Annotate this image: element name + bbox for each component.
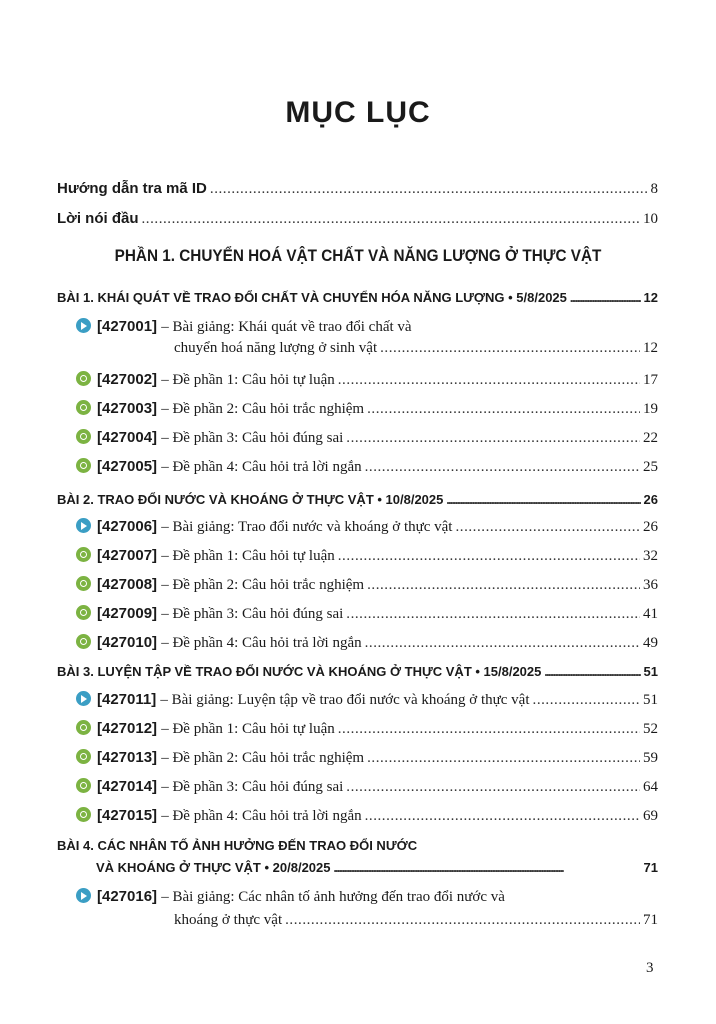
entry-code: [427010] bbox=[97, 634, 158, 651]
lesson-page: 12 bbox=[643, 290, 658, 305]
leader-dots bbox=[367, 750, 640, 767]
entry-code: [427016] bbox=[97, 888, 158, 905]
entry-text: – Đề phần 4: Câu hỏi trả lời ngắn bbox=[161, 459, 362, 475]
toc-entry[interactable] bbox=[76, 545, 658, 565]
toc-page: 8 bbox=[650, 181, 658, 197]
entry-code: [427004] bbox=[97, 429, 158, 446]
lesson-page: 51 bbox=[643, 664, 658, 679]
entry-text: – Đề phần 2: Câu hỏi trắc nghiệm bbox=[161, 750, 365, 766]
exam-icon bbox=[76, 807, 91, 822]
toc-entry[interactable] bbox=[76, 456, 658, 476]
entry-text: khoáng ở thực vật bbox=[174, 912, 283, 928]
entry-page: 12 bbox=[643, 340, 658, 356]
page-number: 3 bbox=[646, 960, 654, 976]
toc-entry[interactable] bbox=[76, 747, 658, 767]
lesson-heading-3[interactable] bbox=[57, 664, 658, 680]
leader-dots bbox=[210, 181, 648, 198]
leader-dots bbox=[142, 211, 641, 228]
leader-dots bbox=[367, 401, 640, 418]
leader-dots bbox=[365, 808, 640, 825]
entry-text: – Đề phần 3: Câu hỏi đúng sai bbox=[161, 430, 344, 446]
entry-code: [427002] bbox=[97, 371, 158, 388]
entry-page: 41 bbox=[643, 606, 658, 622]
toc-row-preface[interactable] bbox=[57, 210, 658, 228]
entry-text: – Bài giảng: Các nhân tố ảnh hưởng đến trao đổi nước và bbox=[161, 889, 505, 905]
video-play-icon bbox=[76, 888, 91, 903]
lesson-title: BÀI 3. LUYỆN TẬP VỀ TRAO ĐỔI NƯỚC VÀ KHOÁNG Ở THỰC VẬT • 15/8/2025 bbox=[57, 664, 542, 679]
entry-page: 19 bbox=[643, 401, 658, 417]
entry-code: [427012] bbox=[97, 720, 158, 737]
entry-page: 17 bbox=[643, 372, 658, 388]
exam-icon bbox=[76, 605, 91, 620]
toc-entry[interactable] bbox=[76, 574, 658, 594]
exam-icon bbox=[76, 634, 91, 649]
entry-code: [427005] bbox=[97, 458, 158, 475]
toc-entry[interactable] bbox=[76, 369, 658, 389]
entry-text: – Đề phần 3: Câu hỏi đúng sai bbox=[161, 606, 344, 622]
entry-page: 69 bbox=[643, 808, 658, 824]
leader-dots bbox=[346, 606, 640, 623]
entry-code: [427014] bbox=[97, 778, 158, 795]
entry-code: [427006] bbox=[97, 518, 158, 535]
entry-text: – Bài giảng: Trao đổi nước và khoáng ở thực vật bbox=[161, 519, 453, 535]
leader-dots bbox=[365, 459, 640, 476]
entry-page: 25 bbox=[643, 459, 658, 475]
exam-icon bbox=[76, 458, 91, 473]
leader-dots bbox=[570, 290, 641, 306]
exam-icon bbox=[76, 720, 91, 735]
entry-text: chuyển hoá năng lượng ở sinh vật bbox=[174, 340, 378, 356]
exam-icon bbox=[76, 576, 91, 591]
entry-text: – Đề phần 4: Câu hỏi trả lời ngắn bbox=[161, 635, 362, 651]
toc-label: Lời nói đầu bbox=[57, 210, 139, 227]
leader-dots bbox=[544, 664, 640, 680]
toc-entry[interactable] bbox=[76, 805, 658, 825]
entry-page: 32 bbox=[643, 548, 658, 564]
part-title: PHẦN 1. CHUYỂN HOÁ VẬT CHẤT VÀ NĂNG LƯỢNG Ở THỰC VẬT bbox=[114, 246, 602, 265]
leader-dots bbox=[346, 430, 640, 447]
entry-code: [427001] bbox=[97, 318, 158, 335]
leader-dots bbox=[338, 372, 640, 389]
entry-code: [427009] bbox=[97, 605, 158, 622]
lesson-heading-4-line2[interactable] bbox=[96, 860, 658, 876]
leader-dots bbox=[446, 492, 640, 508]
entry-page: 26 bbox=[643, 519, 658, 535]
entry-text: – Đề phần 2: Câu hỏi trắc nghiệm bbox=[161, 577, 365, 593]
lesson-title: BÀI 1. KHÁI QUÁT VỀ TRAO ĐỔI CHẤT VÀ CHUYỂN HÓA NĂNG LƯỢNG • 5/8/2025 bbox=[57, 290, 567, 305]
entry-text: – Đề phần 3: Câu hỏi đúng sai bbox=[161, 779, 344, 795]
leader-dots bbox=[365, 635, 640, 652]
entry-text: – Đề phần 1: Câu hỏi tự luận bbox=[161, 372, 335, 388]
page-title: MỤC LỤC bbox=[285, 96, 431, 129]
exam-icon bbox=[76, 371, 91, 386]
leader-dots bbox=[338, 548, 640, 565]
toc-entry[interactable] bbox=[76, 886, 658, 906]
entry-text: – Bài giảng: Khái quát về trao đổi chất và bbox=[161, 319, 412, 335]
entry-code: [427008] bbox=[97, 576, 158, 593]
lesson-heading-4-line1[interactable]: BÀI 4. CÁC NHÂN TỐ ẢNH HƯỞNG ĐẾN TRAO ĐỔI NƯỚC bbox=[57, 838, 418, 853]
leader-dots bbox=[533, 692, 640, 709]
toc-entry[interactable] bbox=[76, 603, 658, 623]
entry-page: 64 bbox=[643, 779, 658, 795]
leader-dots bbox=[380, 340, 640, 357]
leader-dots bbox=[455, 519, 640, 536]
entry-page: 49 bbox=[643, 635, 658, 651]
lesson-page: 71 bbox=[643, 860, 658, 875]
leader-dots bbox=[346, 779, 640, 796]
entry-page: 36 bbox=[643, 577, 658, 593]
toc-entry[interactable] bbox=[76, 632, 658, 652]
toc-label: Hướng dẫn tra mã ID bbox=[57, 180, 207, 197]
entry-text: – Đề phần 4: Câu hỏi trả lời ngắn bbox=[161, 808, 362, 824]
toc-entry[interactable] bbox=[76, 718, 658, 738]
entry-text: – Đề phần 1: Câu hỏi tự luận bbox=[161, 721, 335, 737]
entry-text: – Bài giảng: Luyện tập về trao đổi nước và khoáng ở thực vật bbox=[160, 692, 530, 708]
leader-dots bbox=[285, 912, 640, 929]
toc-entry[interactable] bbox=[76, 427, 658, 447]
exam-icon bbox=[76, 778, 91, 793]
exam-icon bbox=[76, 547, 91, 562]
leader-dots bbox=[367, 577, 640, 594]
entry-code: [427011] bbox=[97, 691, 157, 708]
entry-code: [427003] bbox=[97, 400, 158, 417]
toc-entry-continuation[interactable] bbox=[174, 340, 658, 357]
toc-entry[interactable] bbox=[76, 776, 658, 796]
entry-page: 71 bbox=[643, 912, 658, 928]
entry-code: [427007] bbox=[97, 547, 158, 564]
leader-dots bbox=[338, 721, 640, 738]
toc-entry[interactable] bbox=[76, 689, 658, 709]
leader-dots bbox=[333, 860, 640, 876]
video-play-icon bbox=[76, 691, 91, 706]
lesson-page: 26 bbox=[643, 492, 658, 507]
entry-text: – Đề phần 1: Câu hỏi tự luận bbox=[161, 548, 335, 564]
toc-entry[interactable] bbox=[76, 316, 658, 336]
video-play-icon bbox=[76, 518, 91, 533]
entry-page: 59 bbox=[643, 750, 658, 766]
toc-entry[interactable] bbox=[76, 398, 658, 418]
lesson-heading-2[interactable] bbox=[57, 492, 658, 508]
entry-page: 52 bbox=[643, 721, 658, 737]
toc-entry[interactable] bbox=[76, 516, 658, 536]
entry-text: – Đề phần 2: Câu hỏi trắc nghiệm bbox=[161, 401, 365, 417]
entry-page: 51 bbox=[643, 692, 658, 708]
entry-page: 22 bbox=[643, 430, 658, 446]
lesson-heading-1[interactable] bbox=[57, 290, 658, 306]
toc-row-guide[interactable] bbox=[57, 180, 658, 198]
exam-icon bbox=[76, 749, 91, 764]
exam-icon bbox=[76, 429, 91, 444]
lesson-title: BÀI 2. TRAO ĐỔI NƯỚC VÀ KHOÁNG Ở THỰC VẬT • 10/8/2025 bbox=[57, 492, 444, 507]
entry-code: [427015] bbox=[97, 807, 158, 824]
video-play-icon bbox=[76, 318, 91, 333]
exam-icon bbox=[76, 400, 91, 415]
toc-page: 10 bbox=[643, 211, 658, 227]
lesson-title: VÀ KHOÁNG Ở THỰC VẬT • 20/8/2025 bbox=[96, 860, 331, 875]
toc-entry-continuation[interactable] bbox=[174, 912, 658, 929]
entry-code: [427013] bbox=[97, 749, 158, 766]
